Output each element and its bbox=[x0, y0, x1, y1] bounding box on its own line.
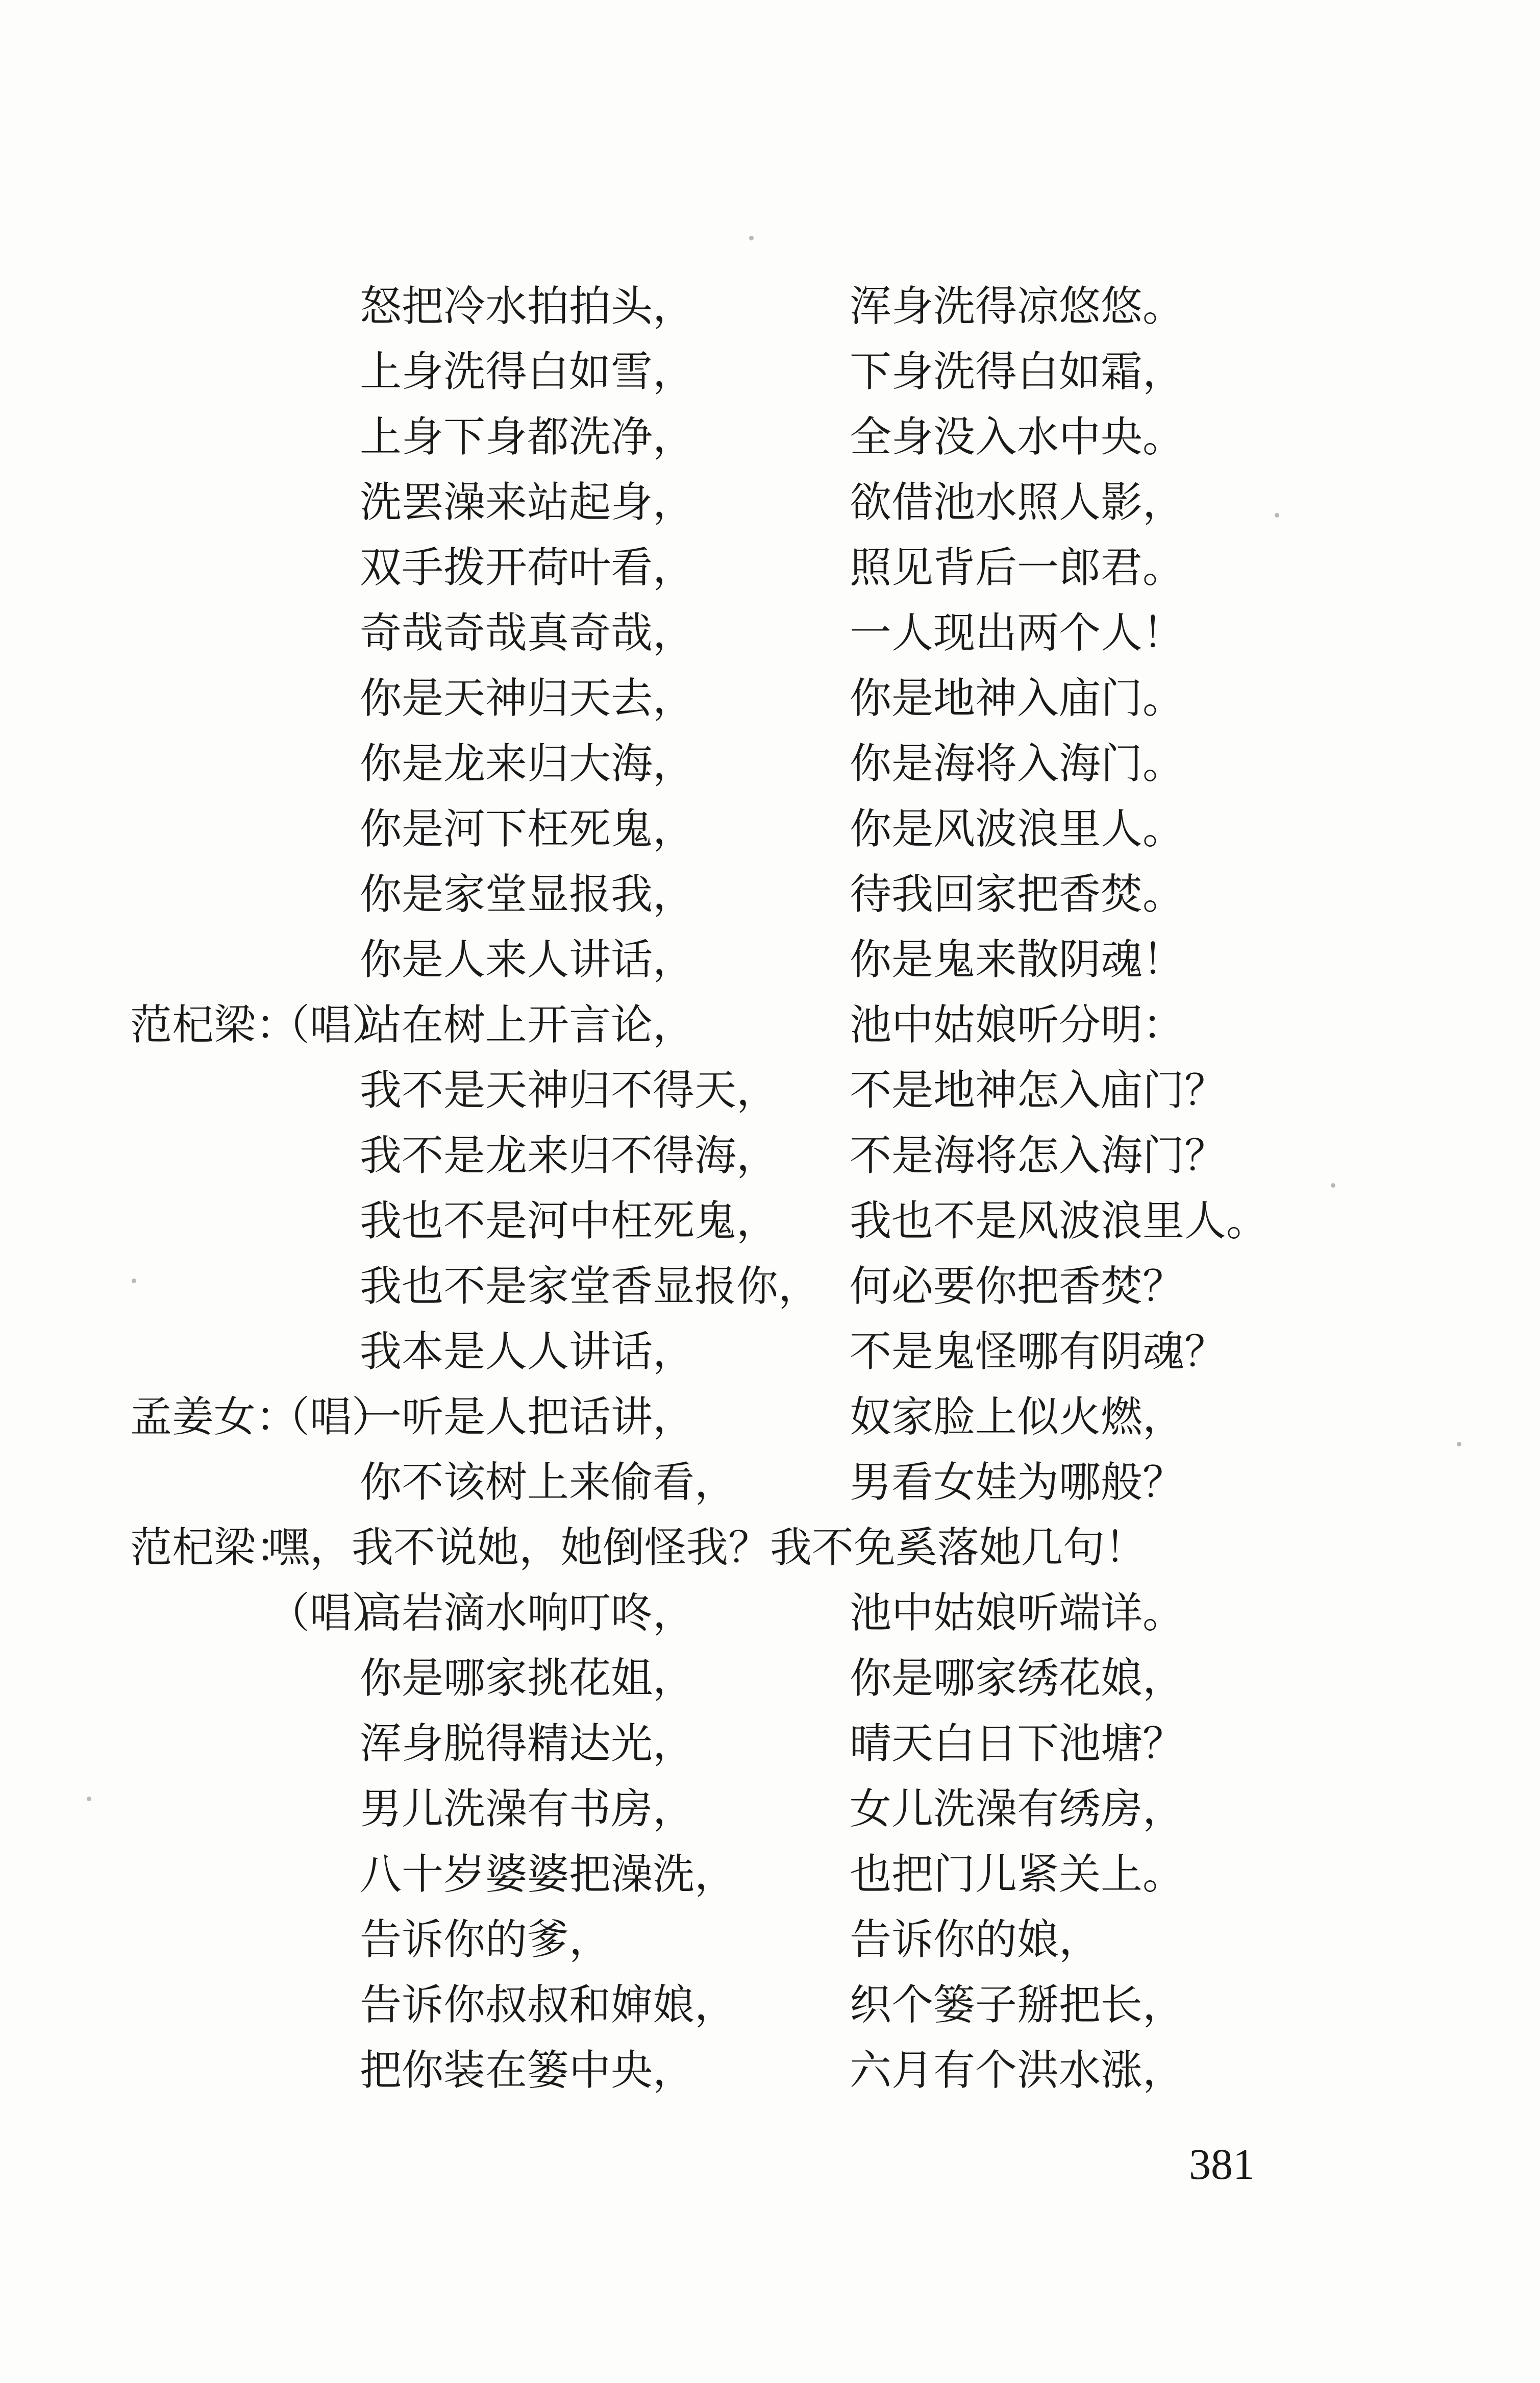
verse-line bbox=[0, 1710, 1540, 1778]
verse-line bbox=[0, 1776, 1540, 1843]
verse-second-half: 池中姑娘听分明： bbox=[850, 1001, 1185, 1049]
scan-speck bbox=[1457, 1442, 1461, 1446]
verse-second-half: 下身洗得白如霜， bbox=[850, 348, 1185, 396]
verse-second-half: 你是风波浪里人。 bbox=[850, 805, 1185, 853]
verse-line bbox=[0, 1318, 1540, 1386]
page-number: 381 bbox=[1189, 2140, 1255, 2189]
verse-first-half: 你是天神归天去， bbox=[360, 674, 695, 723]
verse-line bbox=[0, 665, 1540, 732]
verse-second-half: 不是地神怎入庙门？ bbox=[850, 1066, 1227, 1115]
verse-line bbox=[0, 1384, 1540, 1451]
verse-second-half: 欲借池水照人影， bbox=[850, 478, 1185, 527]
verse-second-half: 浑身洗得凉悠悠。 bbox=[850, 282, 1185, 331]
verse-line bbox=[0, 1906, 1540, 1974]
verse-first-half: 我也不是家堂香显报你， bbox=[360, 1262, 821, 1311]
speaker-name: 孟姜女： bbox=[130, 1393, 298, 1441]
verse-line bbox=[0, 861, 1540, 928]
scan-speck bbox=[1275, 513, 1279, 518]
verse-first-half: 告诉你的爹， bbox=[360, 1915, 611, 1964]
verse-first-half: 双手拨开荷叶看， bbox=[360, 544, 695, 592]
verse-line bbox=[0, 404, 1540, 471]
verse-first-half: 告诉你叔叔和婶娘， bbox=[360, 1981, 737, 2029]
singing-cue: （唱） bbox=[268, 1589, 394, 1637]
verse-first-half: 上身下身都洗净， bbox=[360, 413, 695, 461]
verse-second-half: 晴天白日下池塘？ bbox=[850, 1719, 1185, 1768]
verse-second-half: 待我回家把香焚。 bbox=[850, 870, 1185, 919]
verse-first-half: 你是龙来归大海， bbox=[360, 740, 695, 788]
verse-line bbox=[0, 534, 1540, 602]
verse-second-half: 一人现出两个人！ bbox=[850, 609, 1185, 657]
verse-line bbox=[0, 1972, 1540, 2039]
verse-line bbox=[0, 600, 1540, 667]
verse-line bbox=[0, 1057, 1540, 1124]
singing-cue: （唱） bbox=[268, 1393, 394, 1441]
verse-second-half: 池中姑娘听端详。 bbox=[850, 1589, 1185, 1637]
verse-first-half: 八十岁婆婆把澡洗， bbox=[360, 1850, 737, 1899]
verse-second-half: 你是海将入海门。 bbox=[850, 740, 1185, 788]
verse-first-half: 上身洗得白如雪， bbox=[360, 348, 695, 396]
verse-line bbox=[0, 1841, 1540, 1908]
verse-first-half: 高岩滴水响叮咚， bbox=[360, 1589, 695, 1637]
singing-cue: （唱） bbox=[268, 1001, 394, 1049]
spoken-text: 嘿，我不说她，她倒怪我？我不免奚落她几句！ bbox=[268, 1524, 1147, 1572]
verse-line bbox=[0, 926, 1540, 994]
verse-second-half: 奴家脸上似火燃， bbox=[850, 1393, 1185, 1441]
verse-line bbox=[0, 992, 1540, 1059]
verse-line bbox=[0, 1645, 1540, 1712]
verse-first-half: 男儿洗澡有书房， bbox=[360, 1785, 695, 1833]
spoken-line bbox=[0, 1514, 1540, 1582]
verse-second-half: 我也不是风波浪里人。 bbox=[850, 1197, 1269, 1245]
verse-first-half: 一听是人把话讲， bbox=[360, 1393, 695, 1441]
verse-second-half: 男看女娃为哪般？ bbox=[850, 1458, 1185, 1507]
speaker-name: 范杞梁： bbox=[130, 1001, 298, 1049]
verse-second-half: 女儿洗澡有绣房， bbox=[850, 1785, 1185, 1833]
verse-second-half: 你是鬼来散阴魂！ bbox=[850, 936, 1185, 984]
verse-second-half: 照见背后一郎君。 bbox=[850, 544, 1185, 592]
verse-second-half: 也把门儿紧关上。 bbox=[850, 1850, 1185, 1899]
verse-line bbox=[0, 796, 1540, 863]
verse-line bbox=[0, 2037, 1540, 2104]
verse-first-half: 洗罢澡来站起身， bbox=[360, 478, 695, 527]
verse-second-half: 不是海将怎入海门？ bbox=[850, 1132, 1227, 1180]
verse-second-half: 你是哪家绣花娘， bbox=[850, 1654, 1185, 1703]
scan-speck bbox=[132, 1279, 136, 1283]
verse-second-half: 六月有个洪水涨， bbox=[850, 2046, 1185, 2095]
verse-second-half: 告诉你的娘， bbox=[850, 1915, 1101, 1964]
verse-line bbox=[0, 1449, 1540, 1516]
verse-first-half: 我不是天神归不得天， bbox=[360, 1066, 779, 1115]
scan-speck bbox=[749, 236, 754, 240]
verse-line bbox=[0, 338, 1540, 406]
verse-first-half: 你是哪家挑花姐， bbox=[360, 1654, 695, 1703]
verse-first-half: 站在树上开言论， bbox=[360, 1001, 695, 1049]
verse-line bbox=[0, 730, 1540, 798]
verse-first-half: 我不是龙来归不得海， bbox=[360, 1132, 779, 1180]
verse-line bbox=[0, 1580, 1540, 1647]
verse-line bbox=[0, 1122, 1540, 1190]
verse-first-half: 你是河下枉死鬼， bbox=[360, 805, 695, 853]
verse-line bbox=[0, 1253, 1540, 1320]
verse-second-half: 织个篓子掰把长， bbox=[850, 1981, 1185, 2029]
verse-second-half: 不是鬼怪哪有阴魂？ bbox=[850, 1328, 1227, 1376]
verse-line bbox=[0, 273, 1540, 340]
verse-line bbox=[0, 469, 1540, 536]
verse-first-half: 浑身脱得精达光， bbox=[360, 1719, 695, 1768]
verse-first-half: 奇哉奇哉真奇哉， bbox=[360, 609, 695, 657]
verse-second-half: 你是地神入庙门。 bbox=[850, 674, 1185, 723]
verse-second-half: 全身没入水中央。 bbox=[850, 413, 1185, 461]
verse-first-half: 你是家堂显报我， bbox=[360, 870, 695, 919]
verse-first-half: 怒把冷水拍拍头， bbox=[360, 282, 695, 331]
verse-first-half: 你是人来人讲话， bbox=[360, 936, 695, 984]
verse-first-half: 你不该树上来偷看， bbox=[360, 1458, 737, 1507]
verse-line bbox=[0, 1188, 1540, 1255]
speaker-name: 范杞梁： bbox=[130, 1524, 298, 1572]
verse-second-half: 何必要你把香焚？ bbox=[850, 1262, 1185, 1311]
scan-speck bbox=[1331, 1183, 1335, 1188]
scan-speck bbox=[87, 1797, 91, 1801]
verse-first-half: 我本是人人讲话， bbox=[360, 1328, 695, 1376]
verse-first-half: 我也不是河中枉死鬼， bbox=[360, 1197, 779, 1245]
verse-first-half: 把你装在篓中央， bbox=[360, 2046, 695, 2095]
